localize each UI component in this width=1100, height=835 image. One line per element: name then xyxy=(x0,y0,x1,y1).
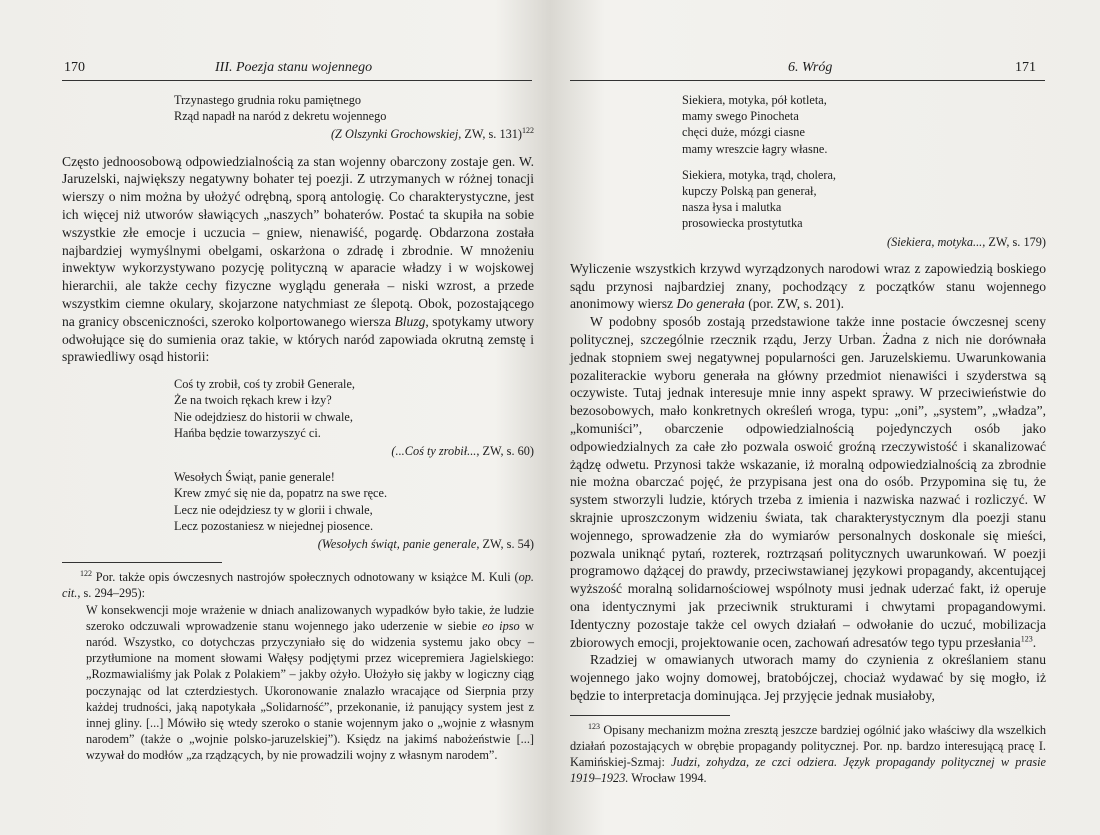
page-number: 171 xyxy=(1015,60,1036,75)
footnote-number: 123 xyxy=(588,721,600,731)
verse-source: (Wesołych świąt, panie generale, ZW, s. 54) xyxy=(317,537,534,551)
verse-block xyxy=(570,167,1046,250)
verse-line: Że na twoich rękach krew i łzy? xyxy=(174,393,332,408)
left-body xyxy=(62,92,534,764)
verse-line: Wesołych Świąt, panie generale! xyxy=(174,470,335,485)
verse-line: Siekiera, motyka, pół kotleta, xyxy=(682,93,827,107)
verse-block xyxy=(62,469,534,552)
header-rule xyxy=(62,80,532,81)
paragraph: Często jednoosobową odpowiedzialnością za stan wojenny obarczony zostaje gen. W. Jaruzelski, największy negatywny bohater tej poezji. Z utrzymanych w różnej tonacji wierszy o nim można by ułożyć odrębną, sporą antologię. Co charakterystyczne, jest ich więcej niż utworów sławiących „naszych” bohaterów. Postać ta skupiła na sobie wszystkie złe emocje i uczucia – gniew, nienawiść, pogardę. Obdarzona została najbardziej wymyślnymi obelgami, oskarżona o zdradę i zbrodnie. W mnożeniu inwektyw wykorzystywano pozycję polityczną w aparacie władzy i w wojskowej hierarchii, ale także cechy fizyczne wyglądu generała – niski wzrost, a przede wszystkim ciemne okulary, skojarzone natychmiast ze ślepotą. Obok, pozostającego na granicy obsceniczności, szeroko kolportowanego wiersza Bluzg, spotykamy utwory odwołujące się do sumienia oraz takie, w których naród zapowiada okrutną zemstę i sprawiedliwy osąd historii: xyxy=(62,153,534,365)
verse-line: kupczy Polską pan generał, xyxy=(682,184,817,199)
footnote: $^{122}$ Por. także opis ówczesnych nastrojów społecznych odnotowany w książce M. Kuli (op. cit., s. 294–295): W konsekwencji moje wrażenie w dniach analizowanych wypadków było takie, że ludzie szeroko odczuwali wprowadzenie stanu wojennego jako uderzenie w siebie eo ipso w naród. Wszystko, co dotychczas przyczyniało się do widzenia systemu jako obcy – przytłumione na moment słowami Wałęsy podjętymi przez wicepremiera Jagielskiego: „Rozmawialiśmy jak Polak z Polakiem” – jakby ożyło. Ułożyło się jakby w logiczny ciąg poczynając od lat czterdziestych. Ukoronowanie znalazło wracające od Sierpnia przy każdej trudności, jaką napotykała „Solidarność”, przekonanie, iż panujący system jest z innej gliny. [...] Mówiło się wtedy szeroko o stanie wojennym jako o „wojnie z własnym narodem” (także o „wojnie polsko-jaruzelskiej”). Księdz na jakimś nabożeństwie [...] wzywał do modłów „za rządzących, by nie prowadzili wojny z własnym narodem”. xyxy=(62,569,534,763)
verse-line: Lecz pozostaniesz w niejednej piosence. xyxy=(174,518,374,533)
verse-line: Hańba będzie towarzyszyć ci. xyxy=(174,425,321,440)
footnote-number: 122 xyxy=(80,569,92,579)
footnote-rule xyxy=(570,715,730,716)
footnote-rule xyxy=(62,562,222,563)
verse-block xyxy=(570,92,1046,157)
paragraph: W podobny sposób zostają przedstawione także inne postacie ówczesnej sceny politycznej, szczególnie rzecznik rządu, Jerzy Urban. Żadna z nich nie dorównała jednak stopniem swej negatywnej popularności gen. Jaruzelskiemu. Uwarunkowania pozaliterackie wyboru generała na główny przedmiot nienawiści i szyderstwa są oczywiste. Tutaj jednak interesuje mnie inny aspekt sprawy. W przeciwieństwie do bezosobowych, mało konkretnych określeń wroga, typu: „oni”, „system”, „władza”, „komuniści”, obarczenie odpowiedzialnością pojedynczych osób jako odpowiedzialnych za całe zło pozwala oswoić groźną rzeczywistość i skanalizować żądzę odwetu. Przynosi także wskazanie, iż moralną odpowiedzialnością za zbrodnie nie można obarczać pojęć, że przypisana jest ona do osób. Przypomina się tu, że system stworzyli ludzie, których trzeba z imienia i nazwiska nazwać i rozliczyć. W skrajnie uproszczonym widzeniu świata, tak charakterystycznym dla poezji stanu wojennego, sprowadzenie zła do wymiarów personalnych doskonale się mieści, pozwala uniknąć pytań, rozterek, roztrząsań politycznych uwarunkowań. W poezji programowo dążącej do prawdy, przeciwstawianej językowi propagandy, akcentującej wyższość moralną solidarnościowej wspólnoty musi jednak uderzać fakt, iż operuje ona identycznymi jak przeciwnik strukturami i chwytami propagandowymi. Identyczny pozostaje także cel owych działań – odwołanie do uczuć, mobilizacja zbiorowych emocji, projektowanie ocen, zachowań adresatów tego typu przesłania$^{123}$. xyxy=(570,314,1046,650)
verse-line: Siekiera, motyka, trąd, cholera, xyxy=(682,167,836,182)
verse-block xyxy=(62,376,534,459)
running-title: 6. Wróg xyxy=(788,60,833,75)
paragraph: Wyliczenie wszystkich krzywd wyrządzonych narodowi wraz z zapowiedzią boskiego sądu przynosi najbardziej znany, pochodzący z początków stanu wojennego anonimowy wiersz Do generała (por. ZW, s. 201). xyxy=(570,260,1046,312)
verse-line: Trzynastego grudnia roku pamiętnego xyxy=(174,93,362,107)
verse-line: chęci duże, mózgi ciasne xyxy=(682,125,805,140)
footnote: $^{123}$ Opisany mechanizm można zresztą jeszcze bardziej ogólnić jako właściwy dla wszelkich działań pozostających w obrębie propagandy politycznej. Por. np. bardzo interesującą pracę I. Kamińskiej-Szmaj: Judzi, zohydza, ze czci odziera. Język propagandy politycznej w prasie 1919–1923. Wrocław 1994. xyxy=(570,721,1047,786)
verse-line: Nie odejdziesz do historii w chwale, xyxy=(174,409,353,424)
page-number: 170 xyxy=(64,60,85,75)
verse-source: (...Coś ty zrobił..., ZW, s. 60) xyxy=(391,443,534,458)
verse-line: nasza łysa i malutka xyxy=(682,200,782,215)
verse-line: Lecz nie odejdziesz ty w glorii i chwale, xyxy=(174,502,373,517)
header-rule xyxy=(570,80,1045,81)
verse-line: mamy swego Pinocheta xyxy=(682,109,799,124)
verse-line: mamy wreszcie łagry własne. xyxy=(682,141,828,156)
footnote-quote: W konsekwencji moje wrażenie w dniach analizowanych wypadków było takie, że ludzie szeroko odczuwali wprowadzenie stanu wojennego jako uderzenie w siebie eo ipso w naród. Wszystko, co dotychczas przyczyniało się do widzenia systemu jako obcy – przytłumione na moment słowami Wałęsy podjętymi przez wicepremiera Jagielskiego: „Rozmawialiśmy jak Polak z Polakiem” – jakby ożyło. Ułożyło się jakby w logiczny ciąg poczynając od lat czterdziestych. Ukoronowanie znalazło wracające od Sierpnia przy każdej trudności, jaką napotykała „Solidarność”, przekonanie, iż panujący system jest z innej gliny. [...] Mówiło się wtedy szeroko o stanie wojennym jako o „wojnie z własnym narodem” (także o „wojnie polsko-jaruzelskiej”). Księdz na jakimś nabożeństwie [...] wzywał do modłów „za rządzących, by nie prowadzili wojny z własnym narodem”. xyxy=(86,602,534,763)
verse-line: Coś ty zrobił, coś ty zrobił Generale, xyxy=(174,377,355,392)
footnote-ref: 122 xyxy=(522,126,534,136)
verse-source: (Siekiera, motyka..., ZW, s. 179) xyxy=(886,234,1046,249)
right-page xyxy=(550,0,1100,835)
verse-block xyxy=(62,92,534,143)
verse-line: Rząd napadł na naród z dekretu wojennego xyxy=(174,109,387,124)
running-title: III. Poezja stanu wojennego xyxy=(215,60,373,75)
verse-source: (Z Olszynki Grochowskiej, ZW, s. 131)$^{122}$ xyxy=(330,126,534,142)
footnote-ref: 123 xyxy=(1020,634,1033,644)
paragraph: Rzadziej w omawianych utworach mamy do czynienia z określaniem stanu wojennego jako wojny domowej, bratobójczej, chociaż wydawać by się mogło, iż będzie to interpretacja dominująca. Jej przyjęcie jednak musiałoby, xyxy=(570,652,1046,703)
right-body xyxy=(570,92,1046,787)
verse-line: prosowiecka prostytutka xyxy=(682,216,803,231)
verse-line: Krew zmyć się nie da, popatrz na swe ręce. xyxy=(174,486,388,501)
